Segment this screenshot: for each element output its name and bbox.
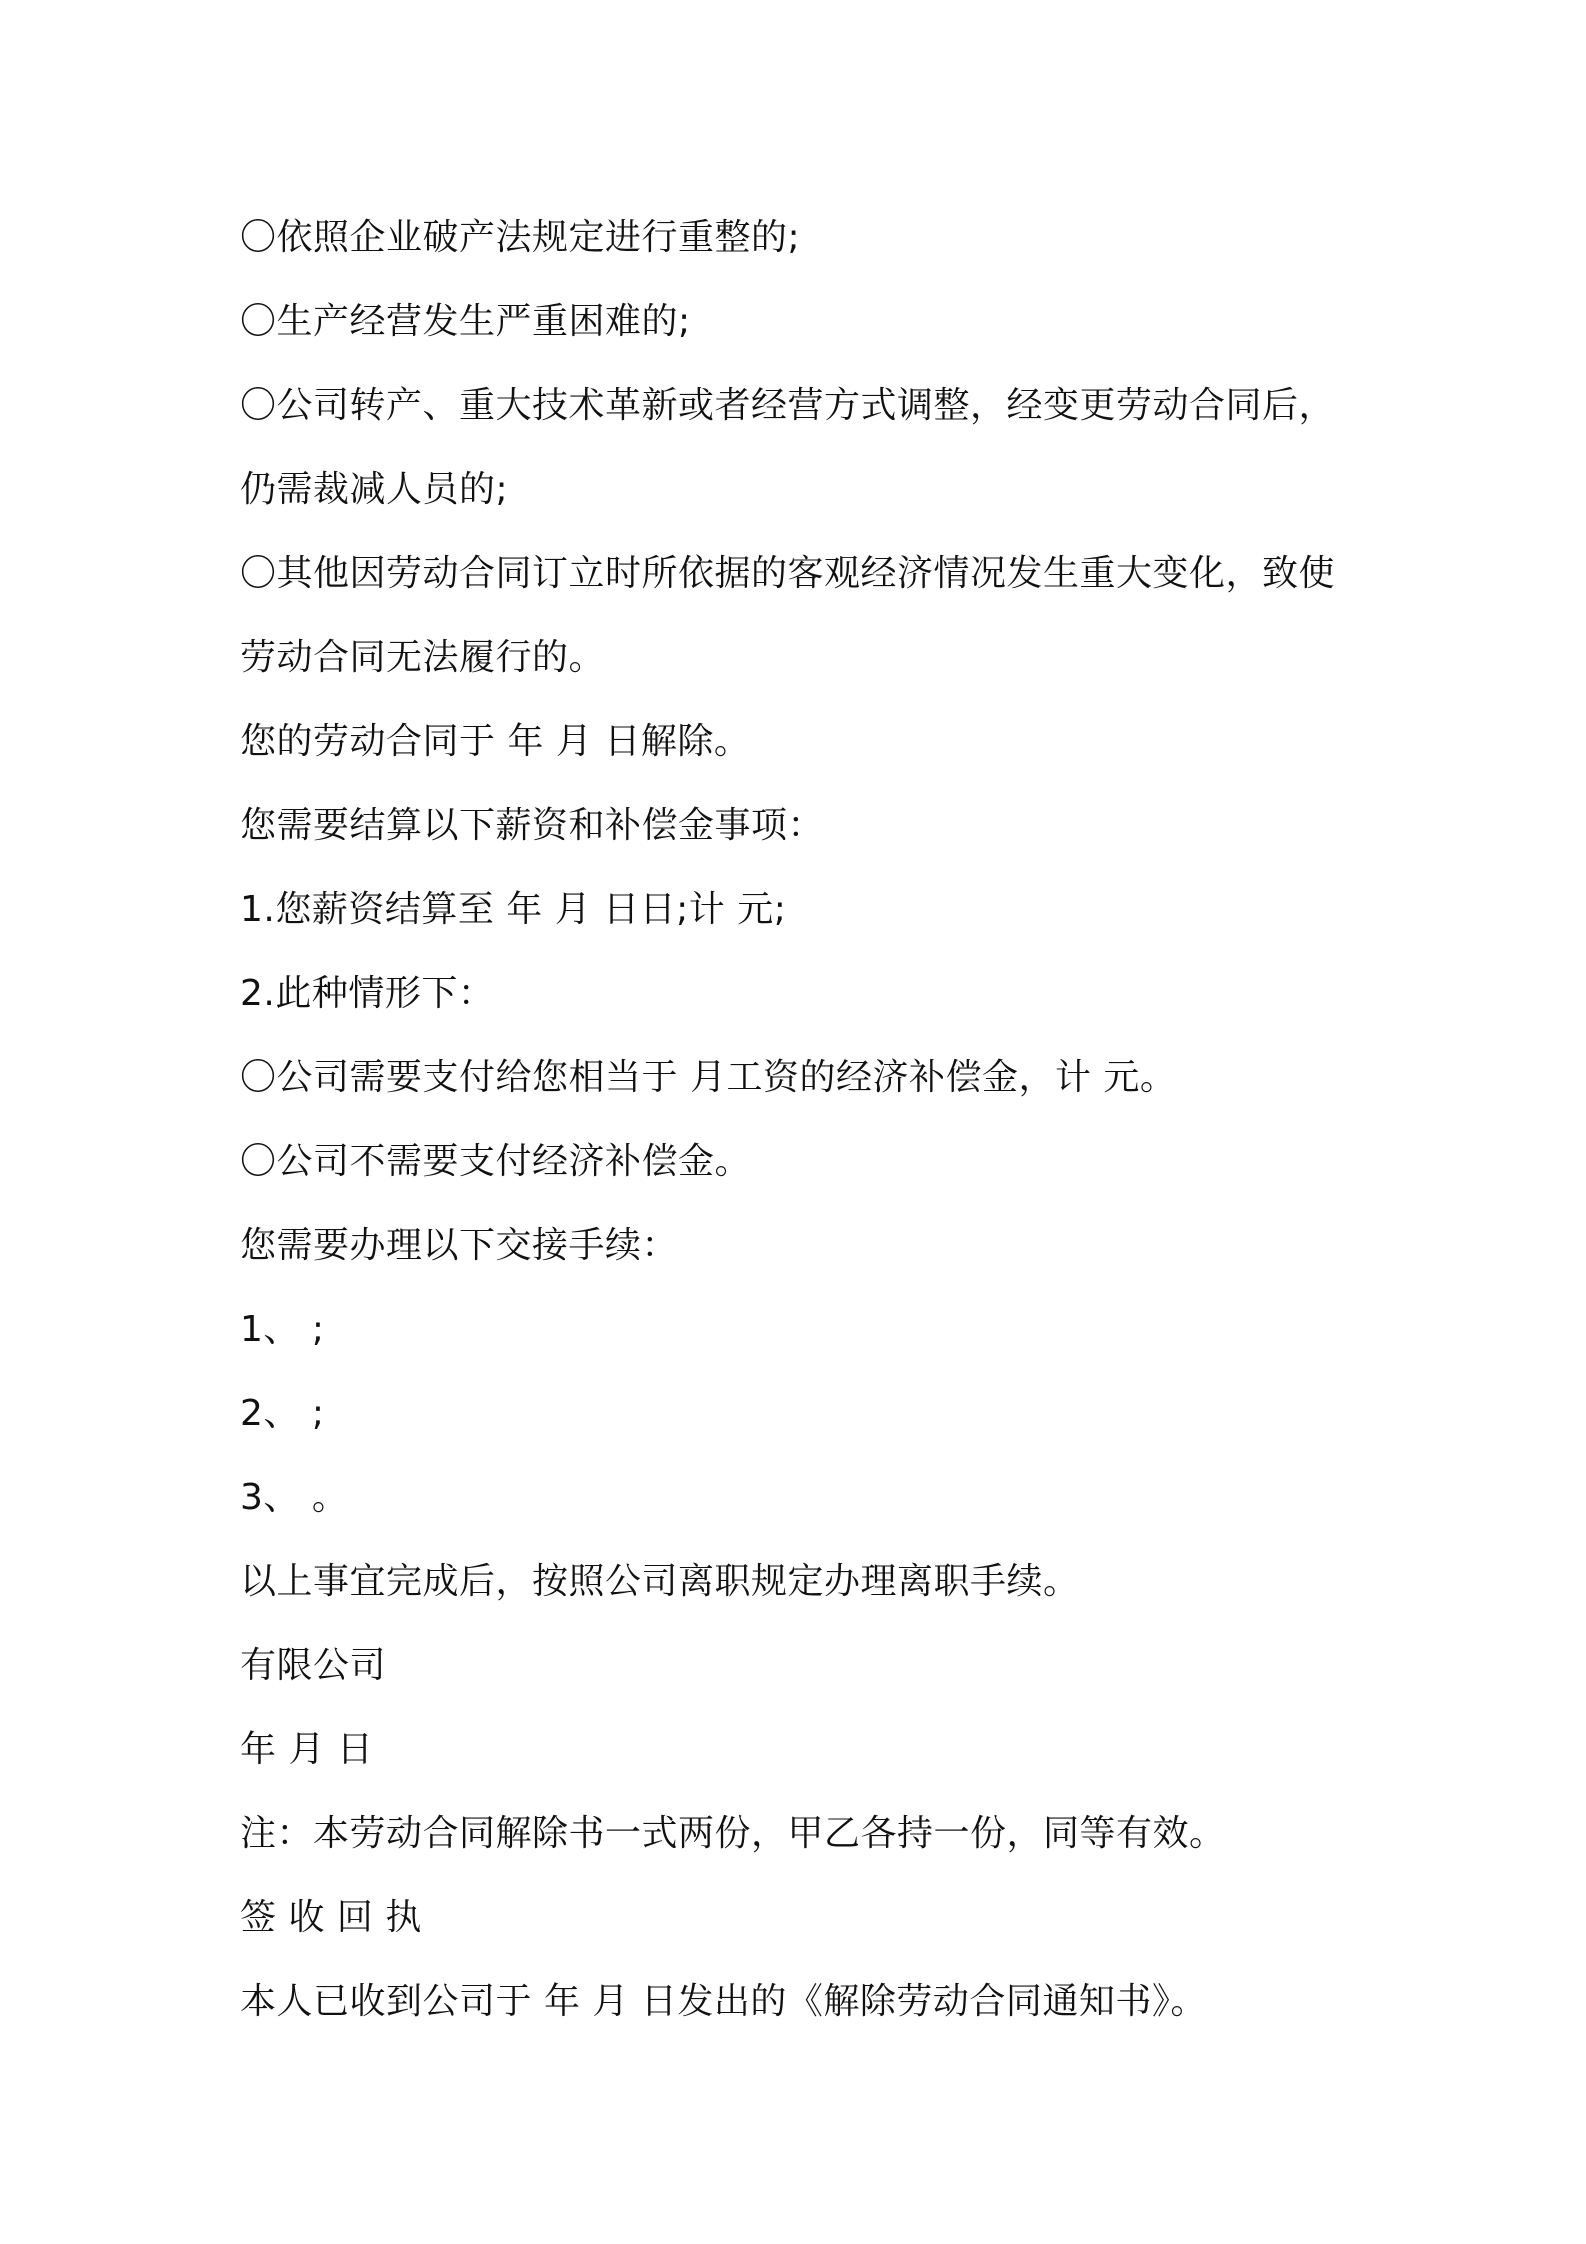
compensation-option-none: 〇公司不需要支付经济补偿金。	[240, 1141, 752, 1182]
clause-economic-change: 〇其他因劳动合同订立时所依据的客观经济情况发生重大变化，致使	[240, 553, 1336, 594]
situation-heading: 2.此种情形下：	[240, 973, 495, 1014]
salary-settlement-line: 1.您薪资结算至 年 月 日日;计 元;	[240, 889, 787, 930]
handover-item-2: 2、 ;	[240, 1393, 325, 1434]
clause-reorganization: 〇依照企业破产法规定进行重整的;	[240, 217, 801, 258]
clause-business-change-cont: 仍需裁减人员的;	[240, 469, 509, 510]
handover-heading: 您需要办理以下交接手续：	[240, 1225, 679, 1266]
company-signature: 有限公司	[240, 1645, 387, 1686]
clause-business-change: 〇公司转产、重大技术革新或者经营方式调整，经变更劳动合同后，	[240, 385, 1336, 426]
resignation-procedure-line: 以上事宜完成后，按照公司离职规定办理离职手续。	[240, 1561, 1080, 1602]
clause-economic-change-cont: 劳动合同无法履行的。	[240, 637, 606, 678]
compensation-option-pay: 〇公司需要支付给您相当于 月工资的经济补偿金，计 元。	[240, 1057, 1177, 1098]
receipt-title: 签 收 回 执	[240, 1897, 422, 1938]
clause-operating-difficulty: 〇生产经营发生严重困难的;	[240, 301, 691, 342]
handover-item-1: 1、 ;	[240, 1309, 325, 1350]
termination-date-line: 您的劳动合同于 年 月 日解除。	[240, 721, 751, 762]
signature-date: 年 月 日	[240, 1729, 374, 1770]
handover-item-3: 3、 。	[240, 1477, 349, 1518]
receipt-statement: 本人已收到公司于 年 月 日发出的《解除劳动合同通知书》。	[240, 1981, 1207, 2022]
note-line: 注：本劳动合同解除书一式两份，甲乙各持一份，同等有效。	[240, 1813, 1226, 1854]
settlement-heading: 您需要结算以下薪资和补偿金事项：	[240, 805, 825, 846]
document-body	[240, 196, 1380, 2044]
